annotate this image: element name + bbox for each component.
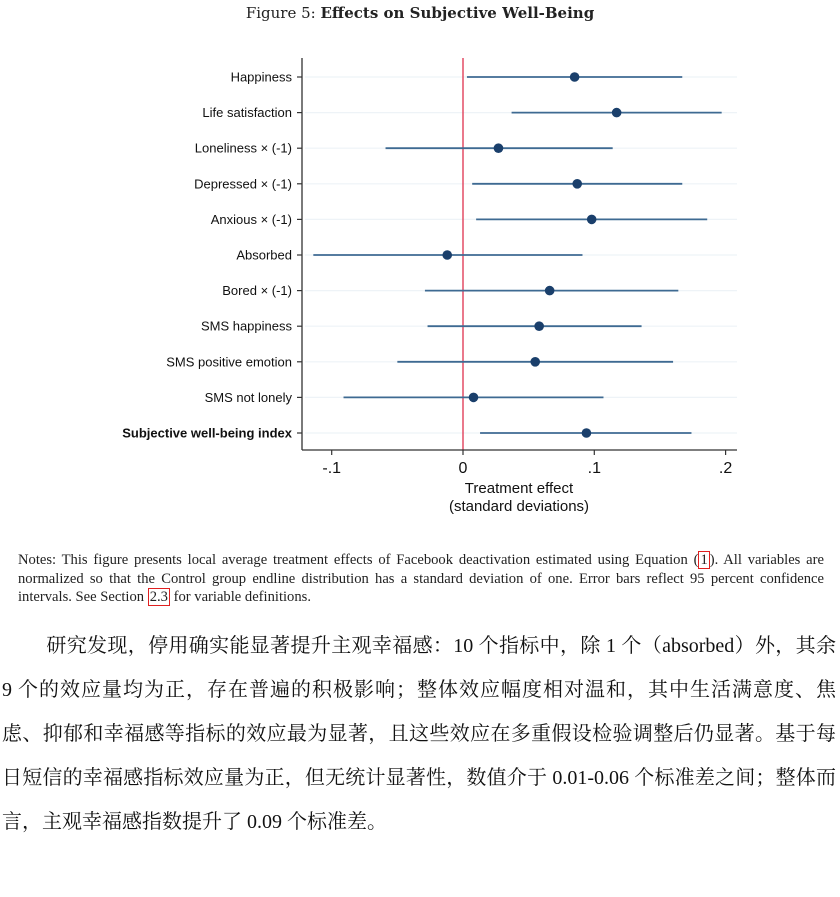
x-tick-label: .1	[587, 460, 601, 477]
y-axis-label: Loneliness × (-1)	[194, 140, 292, 156]
point-estimate	[587, 215, 597, 225]
x-tick-label: .2	[718, 460, 733, 477]
x-axis-title-line1: Treatment effect	[464, 480, 574, 497]
y-axis-label: Depressed × (-1)	[194, 176, 292, 192]
notes-suffix: for variable definitions.	[169, 589, 311, 605]
point-estimate	[612, 108, 622, 118]
x-axis-ticks	[322, 450, 732, 477]
notes-prefix: Notes: This figure presents local average treatment effects of Facebook deactivation estimated using Equation (	[18, 552, 699, 568]
notes-middle: ). All variables are normalized so that the Control group endline distribution has a standard deviation of one. Error bars reflect 95 percent confidence intervals. See Section	[18, 552, 824, 605]
y-axis-label: Anxious × (-1)	[210, 211, 292, 227]
section-link[interactable]: 2.3	[149, 589, 168, 605]
x-tick-label: -.1	[322, 460, 342, 477]
x-tick-label: 0	[458, 460, 468, 477]
commentary-text: 研究发现，停用确实能显著提升主观幸福感：10 个指标中，除 1 个（absorbed）外，其余 9 个的效应量均为正，存在普遍的积极影响；整体效应幅度相对温和，其中生活满意度、焦虑、抑郁和幸福感等指标的效应最为显著，且这些效应在多重假设检验调整后仍显著。基于每日短信的幸福感指标效应量为正，但无统计显著性，数值介于 0.01-0.06 个标准差之间；整体而言，主观幸福感指数提升了 0.09 个标准差。	[2, 635, 836, 833]
point-estimate	[442, 250, 452, 260]
figure-label: Figure 5:	[245, 4, 316, 22]
figure-notes	[18, 551, 824, 607]
point-estimate	[469, 393, 479, 403]
point-estimate	[582, 428, 592, 438]
equation-link[interactable]: 1	[700, 552, 708, 568]
point-estimate	[572, 179, 582, 189]
y-axis-label: SMS happiness	[200, 318, 292, 334]
y-axis-label: Life satisfaction	[202, 105, 292, 121]
point-estimate	[570, 72, 580, 82]
figure-title-text: Effects on Subjective Well-Being	[320, 4, 595, 22]
coefficient-plot	[0, 40, 840, 520]
y-axis-labels	[122, 70, 302, 441]
y-axis-label: SMS not lonely	[204, 389, 292, 405]
y-axis-label: Happiness	[230, 69, 292, 85]
commentary-paragraph	[2, 624, 836, 844]
y-axis-label: SMS positive emotion	[166, 354, 292, 370]
point-estimate	[545, 286, 555, 296]
y-axis-label: Bored × (-1)	[222, 283, 292, 299]
x-axis-title-line2: (standard deviations)	[448, 498, 590, 515]
y-axis-label: Absorbed	[236, 247, 292, 263]
figure-title	[0, 4, 840, 22]
y-axis-label: Subjective well-being index	[122, 425, 292, 441]
point-estimate	[494, 143, 504, 153]
point-estimate	[530, 357, 540, 367]
point-estimate	[534, 321, 544, 331]
